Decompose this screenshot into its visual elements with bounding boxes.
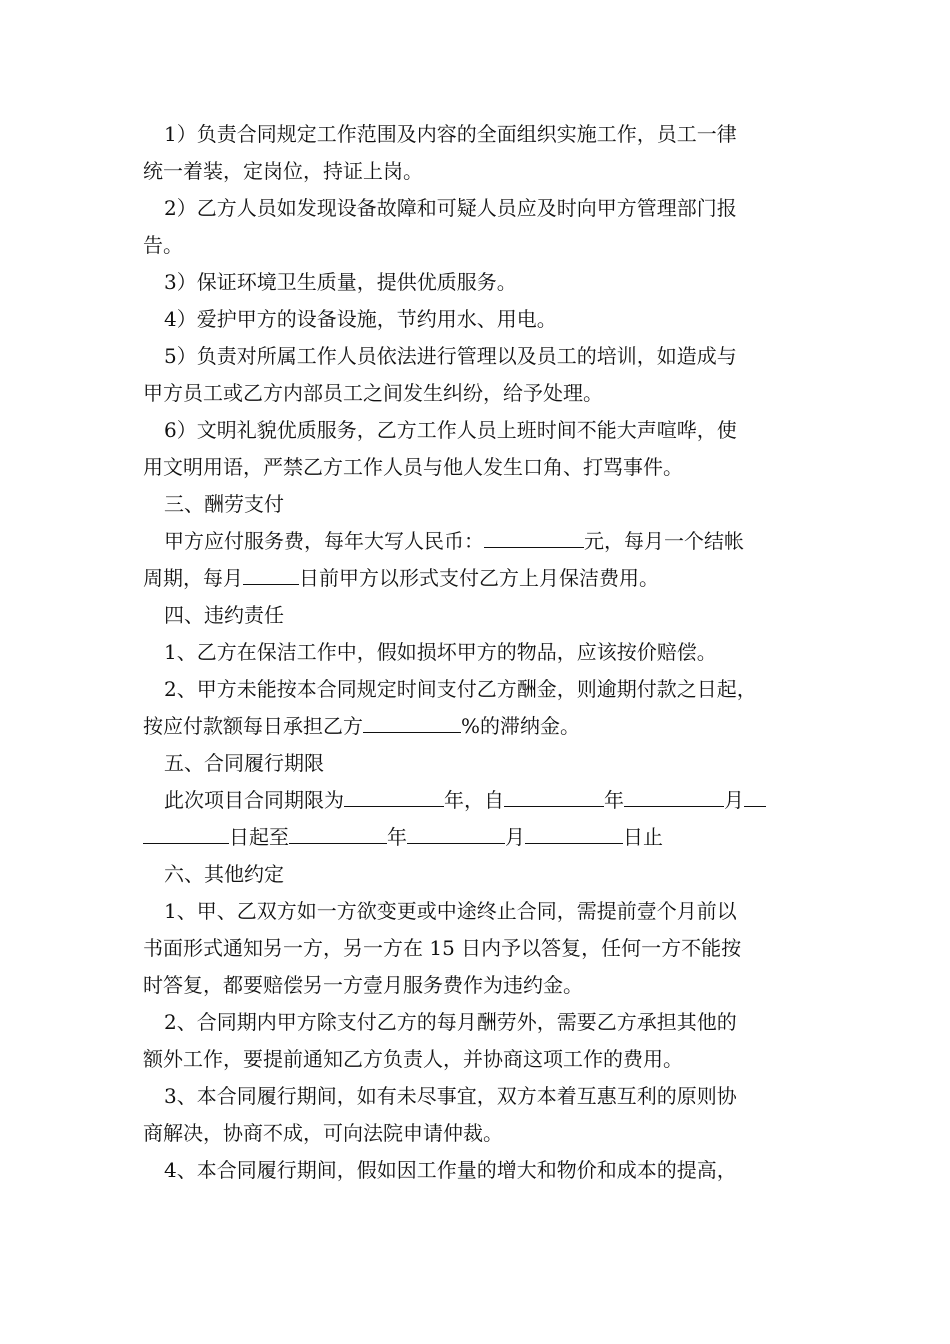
term-line-2 [143, 823, 813, 851]
clause-line: 2）乙方人员如发现设备故障和可疑人员应及时向甲方管理部门报 [164, 196, 737, 220]
clause-line: 2、合同期内甲方除支付乙方的每月酬劳外，需要乙方承担其他的 [164, 1010, 737, 1034]
term-text: 年 [444, 788, 464, 812]
clause-line: 1、甲、乙双方如一方欲变更或中途终止合同，需提前壹个月前以 [164, 899, 737, 923]
payment-line-1 [164, 527, 834, 555]
clause-line: 告。 [143, 233, 183, 257]
clause-line: 4、本合同履行期间，假如因工作量的增大和物价和成本的提高， [164, 1158, 737, 1182]
clause-line: 额外工作，要提前通知乙方负责人，并协商这项工作的费用。 [143, 1047, 683, 1071]
clause-line: 时答复，都要赔偿另一方壹月服务费作为违约金。 [143, 973, 583, 997]
payment-text: 甲方应付服务费，每年大写人民币： [164, 529, 484, 553]
day-blank[interactable] [243, 564, 299, 585]
term-text: 年 [604, 788, 624, 812]
clause-line: 甲方员工或乙方内部员工之间发生纠纷，给予处理。 [143, 381, 603, 405]
term-text: 月 [724, 788, 744, 812]
end-year-blank[interactable] [289, 823, 387, 844]
clause-line: 用文明用语，严禁乙方工作人员与他人发生口角、打骂事件。 [143, 455, 683, 479]
term-text: 日起至 [229, 825, 289, 849]
term-text: 日止 [623, 825, 663, 849]
term-text: 年 [387, 825, 407, 849]
section-heading-term: 五、合同履行期限 [164, 751, 324, 775]
clause-line: 3）保证环境卫生质量，提供优质服务。 [164, 270, 517, 294]
start-day-blank-cont[interactable] [143, 823, 229, 844]
breach-line-3 [143, 712, 813, 740]
clause-line: 3、本合同履行期间，如有未尽事宜，双方本着互惠互利的原则协 [164, 1084, 737, 1108]
payment-text: 日前甲方以形式支付乙方上月保洁费用。 [299, 566, 659, 590]
section-heading-other: 六、其他约定 [164, 862, 284, 886]
clause-line: 1）负责合同规定工作范围及内容的全面组织实施工作，员工一律 [164, 122, 737, 146]
section-heading-breach: 四、违约责任 [164, 603, 284, 627]
start-month-blank[interactable] [624, 786, 724, 807]
start-day-blank[interactable] [744, 786, 766, 807]
end-month-blank[interactable] [407, 823, 505, 844]
clause-line: 5）负责对所属工作人员依法进行管理以及员工的培训，如造成与 [164, 344, 737, 368]
breach-text: %的滞纳金。 [461, 714, 581, 738]
term-years-blank[interactable] [344, 786, 444, 807]
term-text: 此次项目合同期限为 [164, 788, 344, 812]
term-line-1 [164, 786, 834, 814]
clause-line: 4）爱护甲方的设备设施，节约用水、用电。 [164, 307, 557, 331]
clause-line: 统一着装，定岗位，持证上岗。 [143, 159, 423, 183]
term-text: ，自 [464, 788, 504, 812]
clause-line: 6）文明礼貌优质服务，乙方工作人员上班时间不能大声喧哗，使 [164, 418, 737, 442]
payment-text: 元，每月一个结帐 [584, 529, 744, 553]
payment-line-2 [143, 564, 813, 592]
clause-line: 1、乙方在保洁工作中，假如损坏甲方的物品，应该按价赔偿。 [164, 640, 717, 664]
clause-line: 书面形式通知另一方，另一方在 15 日内予以答复，任何一方不能按 [143, 936, 742, 960]
clause-line: 商解决，协商不成，可向法院申请仲裁。 [143, 1121, 503, 1145]
clause-line: 2、甲方未能按本合同规定时间支付乙方酬金，则逾期付款之日起， [164, 677, 757, 701]
end-day-blank[interactable] [525, 823, 623, 844]
start-year-blank[interactable] [504, 786, 604, 807]
term-text: 月 [505, 825, 525, 849]
payment-text: 周期，每月 [143, 566, 243, 590]
amount-blank[interactable] [484, 527, 584, 548]
rate-blank[interactable] [363, 712, 461, 733]
section-heading-payment: 三、酬劳支付 [164, 492, 284, 516]
breach-text: 按应付款额每日承担乙方 [143, 714, 363, 738]
